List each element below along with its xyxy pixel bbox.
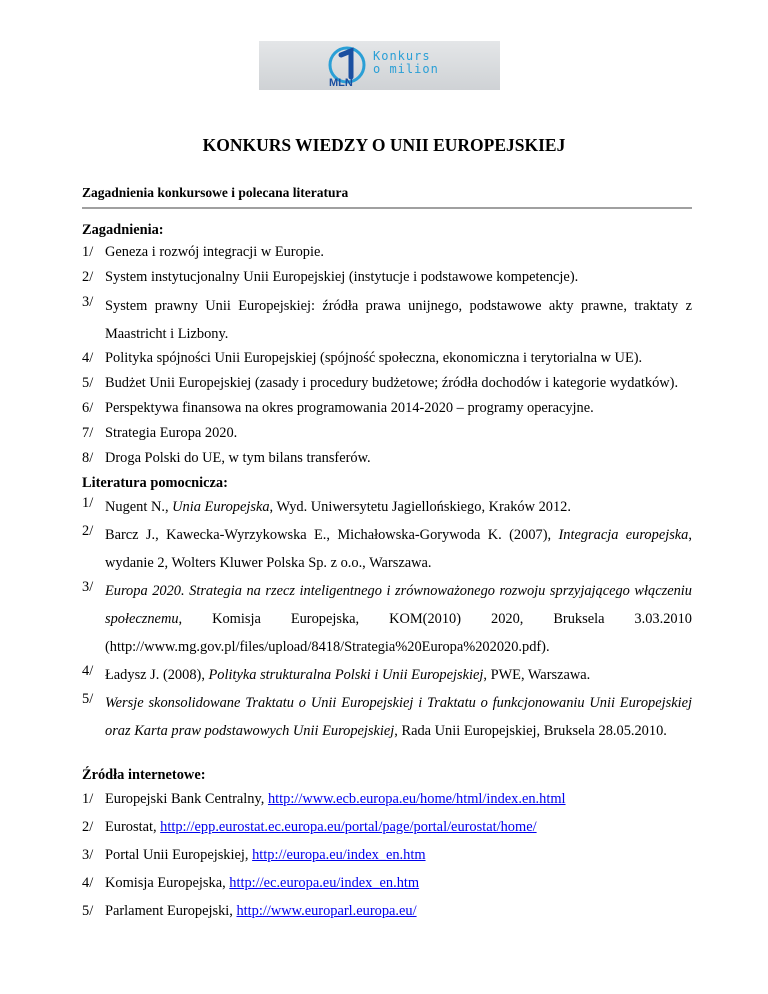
page-subtitle: Zagadnienia konkursowe i polecana literatura — [82, 185, 349, 200]
item-publisher: , Rada Unii Europejskiej, Bruksela 28.05.2010. — [394, 723, 667, 739]
konkurs-logo — [259, 41, 500, 90]
item-text — [105, 661, 692, 689]
item-title: Wersje skonsolidowane Traktatu o Unii Europejskiej i Traktatu o funkcjonowaniu Unii Europejskiej oraz Karta praw podstawowych Unii Europejskiej — [105, 695, 692, 739]
item-number: 4/ — [82, 663, 94, 679]
item-number: 7/ — [82, 425, 94, 441]
section-heading-zrodla: Źródła internetowe: — [82, 767, 206, 783]
list-item — [82, 423, 692, 448]
item-title: Integracja europejska — [558, 527, 689, 543]
item-title: Unia Europejska — [172, 499, 270, 515]
item-number: 1/ — [82, 791, 94, 807]
list-item — [82, 521, 692, 577]
page-title: KONKURS WIEDZY O UNII EUROPEJSKIEJ — [202, 135, 566, 155]
item-text: Polityka spójności Unii Europejskiej (spójność społeczna, ekonomiczna i terytorialna w UE). — [105, 350, 643, 366]
item-text — [105, 817, 692, 845]
item-text: System instytucjonalny Unii Europejskiej (instytucje i podstawowe kompetencje). — [105, 269, 579, 285]
item-text: Droga Polski do UE, w tym bilans transferów. — [105, 450, 371, 466]
item-number: 2/ — [82, 523, 94, 539]
zrodla-list — [82, 789, 692, 929]
item-number: 6/ — [82, 400, 94, 416]
item-publisher: , Komisja Europejska, KOM(2010) 2020, Bruksela 3.03.2010 (http://www.mg.gov.pl/files/upload/8418/Strategia%20Europa%202020.pdf). — [105, 611, 692, 655]
logo-badge: MLN — [329, 77, 353, 89]
section-heading-zagadnienia: Zagadnienia: — [82, 222, 164, 238]
source-link[interactable]: http://www.europarl.europa.eu/ — [236, 903, 417, 919]
list-item — [82, 267, 692, 292]
item-number: 4/ — [82, 875, 94, 891]
list-item — [82, 242, 692, 267]
item-author: Ładysz J. (2008), — [105, 667, 209, 683]
list-item — [82, 845, 692, 873]
logo-line2: o milion — [373, 62, 439, 76]
document-body — [82, 220, 692, 929]
item-text: Perspektywa finansowa na okres programowania 2014-2020 – programy operacyjne. — [105, 400, 594, 416]
list-item — [82, 292, 692, 348]
item-publisher: , wydanie 2, Wolters Kluwer Polska Sp. z o.o., Warszawa. — [105, 527, 692, 571]
item-number: 1/ — [82, 495, 94, 511]
item-number: 8/ — [82, 450, 94, 466]
item-author: Barcz J., Kawecka-Wyrzykowska E., Michałowska-Gorywoda K. (2007), — [105, 527, 559, 543]
source-label: Portal Unii Europejskiej, — [105, 847, 253, 863]
list-item — [82, 661, 692, 689]
list-item — [82, 577, 692, 661]
item-publisher: , PWE, Warszawa. — [483, 667, 591, 683]
divider — [82, 207, 692, 209]
item-number: 2/ — [82, 819, 94, 835]
list-item — [82, 448, 692, 473]
item-text — [105, 789, 692, 817]
item-number: 5/ — [82, 375, 94, 391]
source-label: Eurostat, — [105, 819, 161, 835]
item-text: Geneza i rozwój integracji w Europie. — [105, 244, 324, 260]
item-text: System prawny Unii Europejskiej: źródła prawa unijnego, podstawowe akty prawne, traktaty z Maastricht i Lizbony. — [105, 298, 692, 342]
source-link[interactable]: http://ec.europa.eu/index_en.htm — [229, 875, 420, 891]
logo-text — [373, 50, 439, 76]
source-label: Komisja Europejska, — [105, 875, 230, 891]
item-text — [105, 689, 692, 745]
item-number: 4/ — [82, 350, 94, 366]
list-item — [82, 373, 692, 398]
item-author: Nugent N., — [105, 499, 173, 515]
list-item — [82, 348, 692, 373]
item-text — [105, 873, 692, 901]
item-number: 5/ — [82, 691, 94, 707]
list-item — [82, 873, 692, 901]
item-title: Polityka strukturalna Polski i Unii Europejskiej — [208, 667, 484, 683]
item-number: 3/ — [82, 294, 94, 310]
item-text: Strategia Europa 2020. — [105, 425, 238, 441]
item-number: 3/ — [82, 847, 94, 863]
item-text — [105, 493, 692, 521]
item-text — [105, 521, 692, 577]
item-text — [105, 577, 692, 661]
zagadnienia-list — [82, 242, 692, 473]
item-number: 5/ — [82, 903, 94, 919]
list-item — [82, 493, 692, 521]
item-number: 2/ — [82, 269, 94, 285]
item-text — [105, 845, 692, 873]
source-link[interactable]: http://epp.eurostat.ec.europa.eu/portal/page/portal/eurostat/home/ — [160, 819, 537, 835]
literatura-list — [82, 493, 692, 745]
source-link[interactable]: http://www.ecb.europa.eu/home/html/index.en.html — [267, 791, 566, 807]
list-item — [82, 901, 692, 929]
source-link[interactable]: http://europa.eu/index_en.htm — [252, 847, 426, 863]
item-text — [105, 901, 692, 929]
item-title: Europa 2020. Strategia na rzecz inteligentnego i zrównoważonego rozwoju sprzyjającego włączeniu społecznemu — [105, 583, 692, 627]
list-item — [82, 817, 692, 845]
list-item — [82, 689, 692, 745]
logo-line1: Konkurs — [373, 49, 431, 63]
list-item — [82, 789, 692, 817]
item-number: 1/ — [82, 244, 94, 260]
section-heading-literatura: Literatura pomocnicza: — [82, 475, 228, 491]
item-publisher: , Wyd. Uniwersytetu Jagiellońskiego, Kraków 2012. — [269, 499, 571, 515]
source-label: Parlament Europejski, — [105, 903, 237, 919]
item-text: Budżet Unii Europejskiej (zasady i procedury budżetowe; źródła dochodów i kategorie wydatków). — [105, 375, 679, 391]
list-item — [82, 398, 692, 423]
source-label: Europejski Bank Centralny, — [105, 791, 268, 807]
item-number: 3/ — [82, 579, 94, 595]
